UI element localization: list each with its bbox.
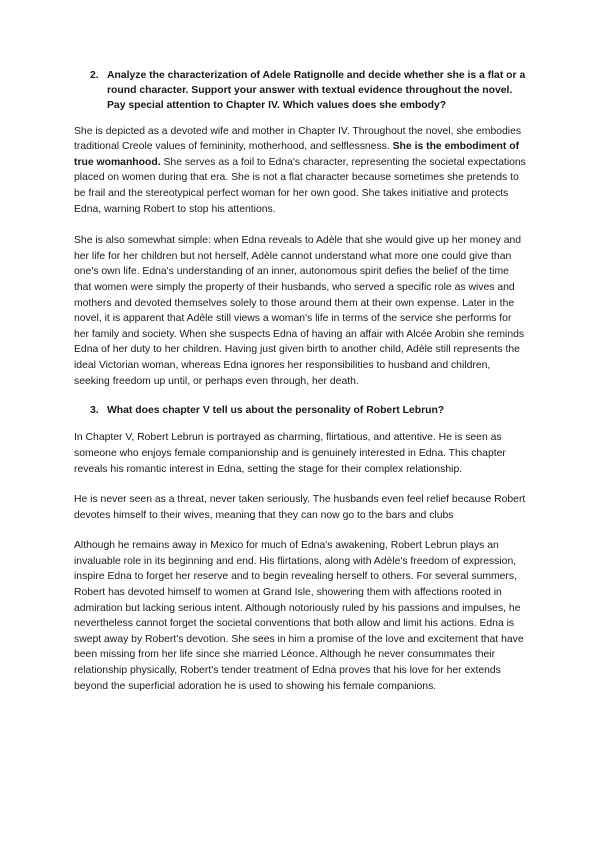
question-3 [74, 403, 528, 418]
answer-2-paragraph-1-end: She serves as a foil to Edna's character, representing the societal expectations placed on women during that era. She is not a flat character because sometimes she pretends to be frail and the stereotypical perfect woman for her own good. She takes initiative and protects Edna, warning Robert to stop his attentions. [74, 156, 526, 215]
question-2-text: Analyze the characterization of Adele Ratignolle and decide whether she is a flat or a round character. Support your answer with textual evidence throughout the novel. Pay special attention to Chapter IV. Which values does she embody? [107, 70, 526, 112]
answer-2-paragraph-1 [74, 124, 528, 218]
question-2-number: 2. [90, 70, 99, 81]
answer-2-paragraph-1-start: She is depicted as a devoted wife and mother in Chapter IV. Throughout the novel, she embodies traditional Creole values of femininity, motherhood, and selflessness. [74, 125, 522, 153]
answer-3-paragraph-2: He is never seen as a threat, never taken seriously. The husbands even feel relief because Robert devotes himself to their wives, meaning that they can now go to the bars and clubs [74, 494, 526, 521]
question-3-text: What does chapter V tell us about the personality of Robert Lebrun? [107, 405, 445, 417]
answer-3-paragraph-1: In Chapter V, Robert Lebrun is portrayed as charming, flirtatious, and attentive. He is seen as someone who enjoys female companionship and is genuinely interested in Edna. This chapter reveals his romantic interest in Edna, setting the stage for their complex relationship. [74, 432, 506, 475]
question-3-number: 3. [90, 405, 99, 417]
answer-2-paragraph-1-bold: She is the embodiment of true womanhood. [74, 141, 520, 168]
answer-2-paragraph-2: She is also somewhat simple: when Edna reveals to Adèle that she would give up her money and her life for her children but not herself, Adèle cannot understand what more one could give than one's own life. Edna's understanding of an inner, autonomous spirit defies the belief of the time that women were simply the property of their husbands, who served a specific role as wives and mothers and devoted themselves solely to those around them at their own expense. Later in the novel, it is apparent that Adèle still views a woman's life in terms of the service she performs for her family and society. When she suspects Edna of having an affair with Alcée Arobin she reminds Edna of her duty to her children. Having just given birth to another child, Adèle still represents the ideal Victorian woman, whereas Edna ignores her responsibilities to husband and children, seeking freedom up until, or perhaps even through, her death. [74, 235, 525, 387]
answer-3-paragraph-3: Although he remains away in Mexico for much of Edna's awakening, Robert Lebrun plays an invaluable role in its beginning and end. His flirtations, along with Adèle's freedom of expression, inspire Edna to forget her reserve and to begin revealing herself to others. For several summers, Robert has devoted himself to women at Grand Isle, showering them with affections rooted in admiration but lacking serious intent. Although notoriously ruled by his passions and impulses, he nevertheless cannot forget the societal conventions that both allow and limit his actions. Edna is swept away by Robert's devotion. She sees in him a promise of the love and excitement that have been missing from her life since she married Léonce. Although he never consummates their relationship physically, Robert's tender treatment of Edna proves that his love for her extends beyond the superficial adoration he is used to showing his female companions. [74, 540, 524, 692]
question-2 [74, 68, 528, 114]
